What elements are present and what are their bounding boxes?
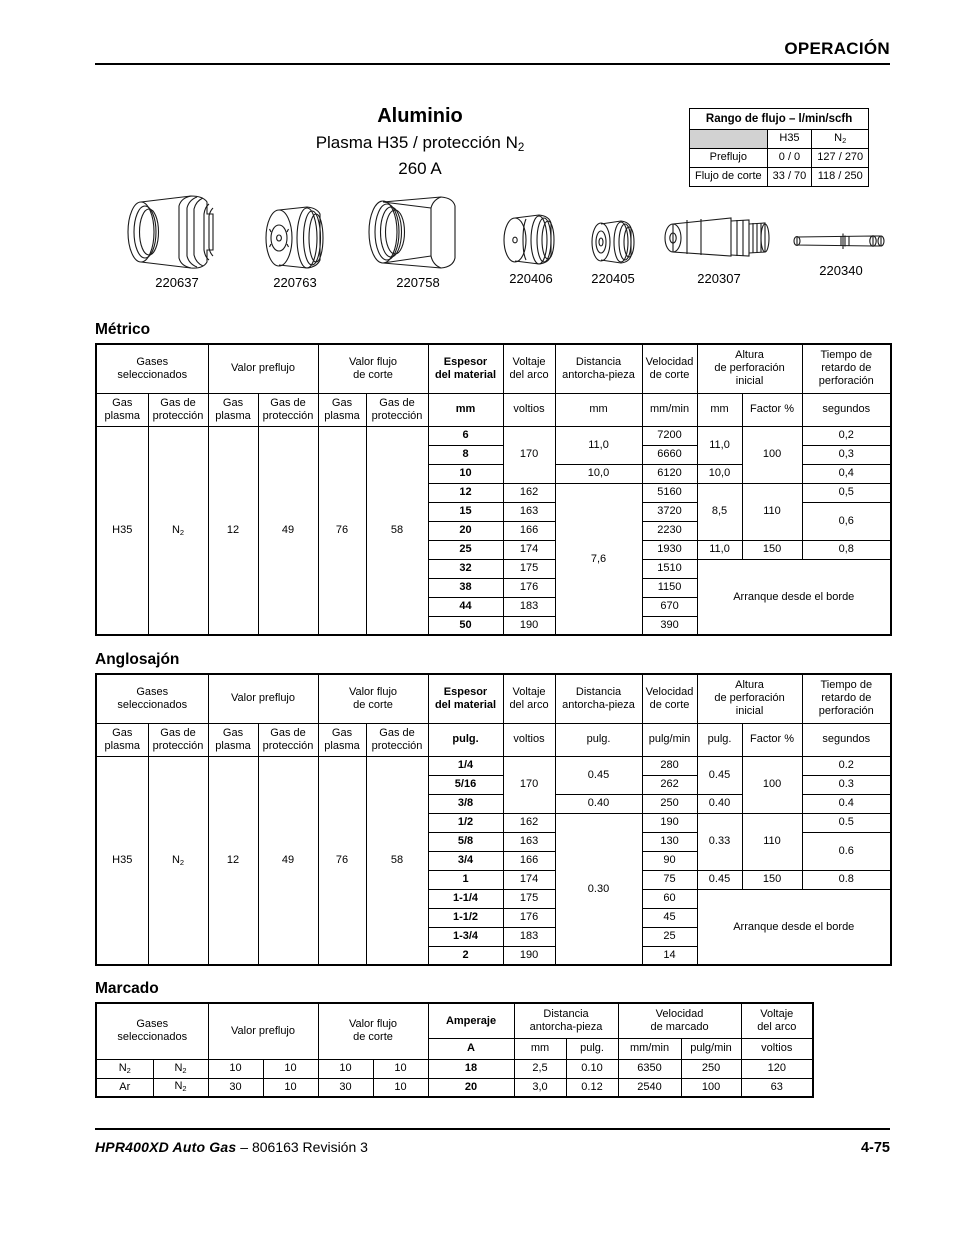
cell-cutflow-plasma: 10	[318, 1059, 373, 1078]
cell-arc-voltage: 63	[741, 1078, 813, 1097]
subheader-shield-gas: Gas de protección	[366, 723, 428, 756]
cell-cutflow-shield: 10	[373, 1078, 428, 1097]
cell-thickness: 6	[428, 426, 503, 445]
cell-preflow-plasma: 12	[208, 426, 258, 635]
metric-table-body	[96, 426, 891, 635]
metric-cut-chart-table	[95, 343, 892, 636]
cell-cut-speed: 6660	[642, 445, 697, 464]
footer-page-number: 4-75	[860, 1140, 890, 1156]
cell-cut-speed: 250	[642, 794, 697, 813]
part-number: 220405	[591, 271, 635, 286]
flow-col-n2: $N_2$	[812, 130, 869, 149]
consumable-parts-diagram	[95, 192, 895, 307]
cell-pierce-height: 11,0	[697, 426, 742, 464]
cell-edge-start-note: Arranque desde el borde	[697, 889, 891, 965]
cell-cut-speed: 1150	[642, 578, 697, 597]
header-cutflow: Valor flujo de corte	[318, 1003, 428, 1059]
cell-cut-speed: 6120	[642, 464, 697, 483]
cell-cutflow-plasma: 76	[318, 426, 366, 635]
cell-arc-voltage: 176	[503, 908, 555, 927]
cell-pierce-delay: 0.6	[802, 832, 891, 870]
material-title: Aluminio	[377, 105, 463, 127]
cell-preflow-plasma: 12	[208, 756, 258, 965]
header-preflow: Valor preflujo	[208, 674, 318, 723]
part-220763	[245, 202, 345, 290]
flow-row-preflow	[690, 149, 869, 168]
cell-pierce-factor: 100	[742, 756, 802, 813]
cell-arc-voltage: 120	[741, 1059, 813, 1078]
header-pierce-height: Altura de perforación inicial	[697, 674, 802, 723]
cell-cut-speed: 262	[642, 775, 697, 794]
cell-pierce-height: 11,0	[697, 540, 742, 559]
flow-preflow-n2: 127 / 270	[812, 149, 869, 168]
subheader-plasma-gas: Gas plasma	[96, 393, 148, 426]
table-row	[96, 756, 891, 775]
cell-thickness: 32	[428, 559, 503, 578]
header-gases: Gases seleccionados	[96, 344, 208, 393]
cell-shield-gas: $N_2$	[153, 1059, 208, 1078]
footer-divider	[95, 1128, 890, 1130]
cell-arc-voltage: 170	[503, 756, 555, 813]
cell-pierce-delay: 0,8	[802, 540, 891, 559]
part-220758	[353, 194, 483, 290]
cell-cut-speed: 1930	[642, 540, 697, 559]
unit-speed-in: pulg/min	[681, 1039, 741, 1059]
header-voltage: Voltaje del arco	[503, 674, 555, 723]
cell-standoff: 0.45	[555, 756, 642, 794]
cell-pierce-factor: 150	[742, 870, 802, 889]
header-preflow: Valor preflujo	[208, 344, 318, 393]
header-mark-speed: Velocidad de marcado	[618, 1003, 741, 1039]
retaining-cap-icon	[245, 202, 345, 274]
header-gases: Gases seleccionados	[96, 674, 208, 723]
subheader-shield-gas: Gas de protección	[258, 723, 318, 756]
unit-standoff: pulg.	[555, 723, 642, 756]
cell-cut-speed: 45	[642, 908, 697, 927]
cell-standoff-in: 0.12	[566, 1078, 618, 1097]
cell-plasma-gas: H35	[96, 756, 148, 965]
cell-pierce-factor: 100	[742, 426, 802, 483]
cell-arc-voltage: 190	[503, 616, 555, 635]
section-heading-metric: Métrico	[95, 321, 151, 338]
part-number: 220406	[509, 271, 553, 286]
page-footer	[95, 1139, 890, 1157]
cell-amperage: 18	[428, 1059, 514, 1078]
cell-mark-speed-in: 250	[681, 1059, 741, 1078]
header-amperage: Amperaje	[428, 1003, 514, 1039]
cell-amperage: 20	[428, 1078, 514, 1097]
cell-pierce-height: 10,0	[697, 464, 742, 483]
nozzle-sleeve-icon	[353, 194, 483, 274]
subheader-shield-gas: Gas de protección	[366, 393, 428, 426]
cell-pierce-delay: 0.8	[802, 870, 891, 889]
cell-thickness: 12	[428, 483, 503, 502]
cell-preflow-shield: 49	[258, 756, 318, 965]
cell-arc-voltage: 174	[503, 870, 555, 889]
cell-pierce-factor: 150	[742, 540, 802, 559]
unit-speed: pulg/min	[642, 723, 697, 756]
cell-thickness: 44	[428, 597, 503, 616]
cell-pierce-height: 8,5	[697, 483, 742, 540]
cell-arc-voltage: 175	[503, 559, 555, 578]
cell-cut-speed: 670	[642, 597, 697, 616]
cell-cut-speed: 1510	[642, 559, 697, 578]
cell-thickness: 1-1/4	[428, 889, 503, 908]
unit-standoff: mm	[555, 393, 642, 426]
flow-row-cutflow	[690, 167, 869, 186]
metric-unit-row	[96, 393, 891, 426]
unit-delay: segundos	[802, 393, 891, 426]
header-voltage: Voltaje del arco	[503, 344, 555, 393]
cell-pierce-height: 0.45	[697, 756, 742, 794]
header-pierce-height: Altura de perforación inicial	[697, 344, 802, 393]
cell-pierce-height: 0.33	[697, 813, 742, 870]
cell-pierce-delay: 0.2	[802, 756, 891, 775]
header-preflow: Valor preflujo	[208, 1003, 318, 1059]
header-speed: Velocidad de corte	[642, 674, 697, 723]
cell-preflow-shield: 10	[263, 1078, 318, 1097]
part-number: 220758	[396, 275, 440, 290]
flow-table-title-row	[690, 109, 869, 130]
gas-config-text: Plasma H35 / protección N	[315, 133, 518, 152]
cell-cutflow-shield: 10	[373, 1059, 428, 1078]
cell-standoff-mm: 3,0	[514, 1078, 566, 1097]
cell-plasma-gas: H35	[96, 426, 148, 635]
cell-shield-gas: $N_2$	[153, 1078, 208, 1097]
part-220406	[493, 210, 569, 286]
cell-pierce-delay: 0.5	[802, 813, 891, 832]
cell-arc-voltage: 163	[503, 502, 555, 521]
subheader-plasma-gas: Gas plasma	[318, 393, 366, 426]
electrode-pin-icon	[787, 222, 895, 262]
unit-amperage: A	[428, 1039, 514, 1059]
unit-thickness: mm	[428, 393, 503, 426]
unit-pierce-height: pulg.	[697, 723, 742, 756]
cell-arc-voltage: 166	[503, 851, 555, 870]
header-thickness: Espesor del material	[428, 674, 503, 723]
flow-cutflow-n2: 118 / 250	[812, 167, 869, 186]
cell-pierce-factor: 110	[742, 813, 802, 870]
flow-blank-cell	[690, 130, 768, 149]
cell-thickness: 3/8	[428, 794, 503, 813]
part-220405	[581, 214, 645, 286]
cell-thickness: 5/16	[428, 775, 503, 794]
unit-speed: mm/min	[642, 393, 697, 426]
unit-speed-mm: mm/min	[618, 1039, 681, 1059]
cell-thickness: 1-1/2	[428, 908, 503, 927]
header-pierce-delay: Tiempo de retardo de perforación	[802, 674, 891, 723]
shield-cap-icon	[117, 192, 237, 274]
cell-standoff: 7,6	[555, 483, 642, 635]
subheader-plasma-gas: Gas plasma	[208, 393, 258, 426]
cell-thickness: 3/4	[428, 851, 503, 870]
unit-pierce-height: mm	[697, 393, 742, 426]
header-voltage: Voltaje del arco	[741, 1003, 813, 1039]
part-number: 220637	[155, 275, 199, 290]
footer-doc-number: 806163 Revisión 3	[251, 1139, 368, 1155]
unit-standoff-in: pulg.	[566, 1039, 618, 1059]
cell-cutflow-shield: 58	[366, 756, 428, 965]
cell-plasma-gas: $N_2$	[96, 1059, 153, 1078]
flow-preflow-h35: 0 / 0	[767, 149, 812, 168]
cell-cut-speed: 25	[642, 927, 697, 946]
cell-mark-speed-mm: 2540	[618, 1078, 681, 1097]
cell-plasma-gas: Ar	[96, 1078, 153, 1097]
gas-configuration	[230, 132, 610, 156]
unit-standoff-mm: mm	[514, 1039, 566, 1059]
flow-range-table	[689, 108, 869, 187]
marking-header-row-1	[96, 1003, 813, 1039]
electrode-holder-icon	[657, 212, 781, 270]
part-number: 220307	[697, 271, 741, 286]
cell-arc-voltage: 166	[503, 521, 555, 540]
subheader-plasma-gas: Gas plasma	[208, 723, 258, 756]
unit-voltage: voltios	[741, 1039, 813, 1059]
footer-product-name: HPR400XD Auto Gas	[95, 1139, 237, 1155]
cell-pierce-delay: 0.3	[802, 775, 891, 794]
cell-pierce-factor: 110	[742, 483, 802, 540]
cell-preflow-plasma: 30	[208, 1078, 263, 1097]
swirl-ring-icon	[581, 214, 645, 270]
part-220307	[657, 212, 781, 286]
cell-preflow-shield: 10	[263, 1059, 318, 1078]
cell-standoff-mm: 2,5	[514, 1059, 566, 1078]
flow-cutflow-h35: 33 / 70	[767, 167, 812, 186]
cell-arc-voltage: 174	[503, 540, 555, 559]
table-row	[96, 426, 891, 445]
subheader-shield-gas: Gas de protección	[148, 723, 208, 756]
cell-arc-voltage: 183	[503, 597, 555, 616]
cell-arc-voltage: 176	[503, 578, 555, 597]
cell-arc-voltage: 162	[503, 483, 555, 502]
cell-arc-voltage: 162	[503, 813, 555, 832]
cell-thickness: 25	[428, 540, 503, 559]
cell-pierce-delay: 0,4	[802, 464, 891, 483]
metric-header-row-1	[96, 344, 891, 393]
cell-cut-speed: 2230	[642, 521, 697, 540]
unit-voltage: voltios	[503, 393, 555, 426]
cell-arc-voltage: 163	[503, 832, 555, 851]
cell-arc-voltage: 175	[503, 889, 555, 908]
part-220340	[787, 222, 895, 278]
cell-shield-gas: $N_2$	[148, 756, 208, 965]
flow-col-h35: H35	[767, 130, 812, 149]
cell-standoff-in: 0.10	[566, 1059, 618, 1078]
footer-dash: –	[236, 1139, 252, 1155]
flow-row-label: Preflujo	[690, 149, 768, 168]
cell-pierce-delay: 0.4	[802, 794, 891, 813]
cell-thickness: 50	[428, 616, 503, 635]
cell-preflow-shield: 49	[258, 426, 318, 635]
part-220637	[117, 192, 237, 290]
cell-arc-voltage: 183	[503, 927, 555, 946]
cell-cutflow-shield: 58	[366, 426, 428, 635]
marking-chart-table	[95, 1002, 814, 1098]
unit-delay: segundos	[802, 723, 891, 756]
cell-standoff: 0.30	[555, 813, 642, 965]
english-unit-row	[96, 723, 891, 756]
cell-mark-speed-mm: 6350	[618, 1059, 681, 1078]
section-heading-english: Anglosajón	[95, 651, 180, 668]
cell-thickness: 38	[428, 578, 503, 597]
cell-cutflow-plasma: 76	[318, 756, 366, 965]
cell-cut-speed: 190	[642, 813, 697, 832]
cell-thickness: 1	[428, 870, 503, 889]
flow-range-title: Rango de flujo – l/min/scfh	[690, 109, 869, 130]
cell-thickness: 1/4	[428, 756, 503, 775]
english-cut-chart-table	[95, 673, 892, 966]
cell-thickness: 5/8	[428, 832, 503, 851]
unit-factor: Factor %	[742, 393, 802, 426]
part-number: 220763	[273, 275, 317, 290]
cell-standoff: 11,0	[555, 426, 642, 464]
flow-table-header-row	[690, 130, 869, 149]
subheader-plasma-gas: Gas plasma	[96, 723, 148, 756]
cell-mark-speed-in: 100	[681, 1078, 741, 1097]
header-pierce-delay: Tiempo de retardo de perforación	[802, 344, 891, 393]
cell-cut-speed: 14	[642, 946, 697, 965]
cell-pierce-delay: 0,2	[802, 426, 891, 445]
cell-pierce-delay: 0,5	[802, 483, 891, 502]
n2-subscript: 2	[517, 141, 525, 154]
cell-arc-voltage: 170	[503, 426, 555, 483]
flow-row-label: Flujo de corte	[690, 167, 768, 186]
subheader-plasma-gas: Gas plasma	[318, 723, 366, 756]
page-header	[95, 40, 890, 65]
unit-factor: Factor %	[742, 723, 802, 756]
page-title: OPERACIÓN	[784, 39, 890, 58]
cell-cut-speed: 5160	[642, 483, 697, 502]
header-divider	[95, 63, 890, 65]
cell-pierce-height: 0.40	[697, 794, 742, 813]
header-gases: Gases seleccionados	[96, 1003, 208, 1059]
english-header-row-1	[96, 674, 891, 723]
unit-thickness: pulg.	[428, 723, 503, 756]
part-number: 220340	[819, 263, 863, 278]
table-row	[96, 1059, 813, 1078]
cell-thickness: 8	[428, 445, 503, 464]
cell-standoff: 0.40	[555, 794, 642, 813]
cell-edge-start-note: Arranque desde el borde	[697, 559, 891, 635]
subheader-shield-gas: Gas de protección	[258, 393, 318, 426]
header-cutflow: Valor flujo de corte	[318, 674, 428, 723]
header-standoff: Distancia antorcha-pieza	[514, 1003, 618, 1039]
marking-table-body	[96, 1059, 813, 1097]
cell-cut-speed: 3720	[642, 502, 697, 521]
cell-cutflow-plasma: 30	[318, 1078, 373, 1097]
cell-cut-speed: 390	[642, 616, 697, 635]
cell-cut-speed: 7200	[642, 426, 697, 445]
cell-cut-speed: 75	[642, 870, 697, 889]
cell-thickness: 1/2	[428, 813, 503, 832]
cell-thickness: 2	[428, 946, 503, 965]
cell-arc-voltage: 190	[503, 946, 555, 965]
subheader-shield-gas: Gas de protección	[148, 393, 208, 426]
cell-pierce-delay: 0,3	[802, 445, 891, 464]
section-heading-marking: Marcado	[95, 980, 159, 997]
header-thickness: Espesor del material	[428, 344, 503, 393]
cell-thickness: 10	[428, 464, 503, 483]
unit-voltage: voltios	[503, 723, 555, 756]
header-speed: Velocidad de corte	[642, 344, 697, 393]
header-standoff: Distancia antorcha-pieza	[555, 674, 642, 723]
cell-thickness: 15	[428, 502, 503, 521]
title-block	[230, 105, 610, 181]
cell-preflow-plasma: 10	[208, 1059, 263, 1078]
cell-pierce-height: 0.45	[697, 870, 742, 889]
footer-document-info	[95, 1139, 368, 1156]
cell-cut-speed: 130	[642, 832, 697, 851]
cell-cut-speed: 60	[642, 889, 697, 908]
cell-cut-speed: 90	[642, 851, 697, 870]
cell-shield-gas: $N_2$	[148, 426, 208, 635]
header-standoff: Distancia antorcha-pieza	[555, 344, 642, 393]
cell-pierce-delay: 0,6	[802, 502, 891, 540]
cell-cut-speed: 280	[642, 756, 697, 775]
amperage-title: 260 A	[398, 159, 442, 179]
nozzle-icon	[493, 210, 569, 270]
cell-thickness: 1-3/4	[428, 927, 503, 946]
cell-standoff: 10,0	[555, 464, 642, 483]
table-row	[96, 1078, 813, 1097]
english-table-body	[96, 756, 891, 965]
header-cutflow: Valor flujo de corte	[318, 344, 428, 393]
cell-thickness: 20	[428, 521, 503, 540]
